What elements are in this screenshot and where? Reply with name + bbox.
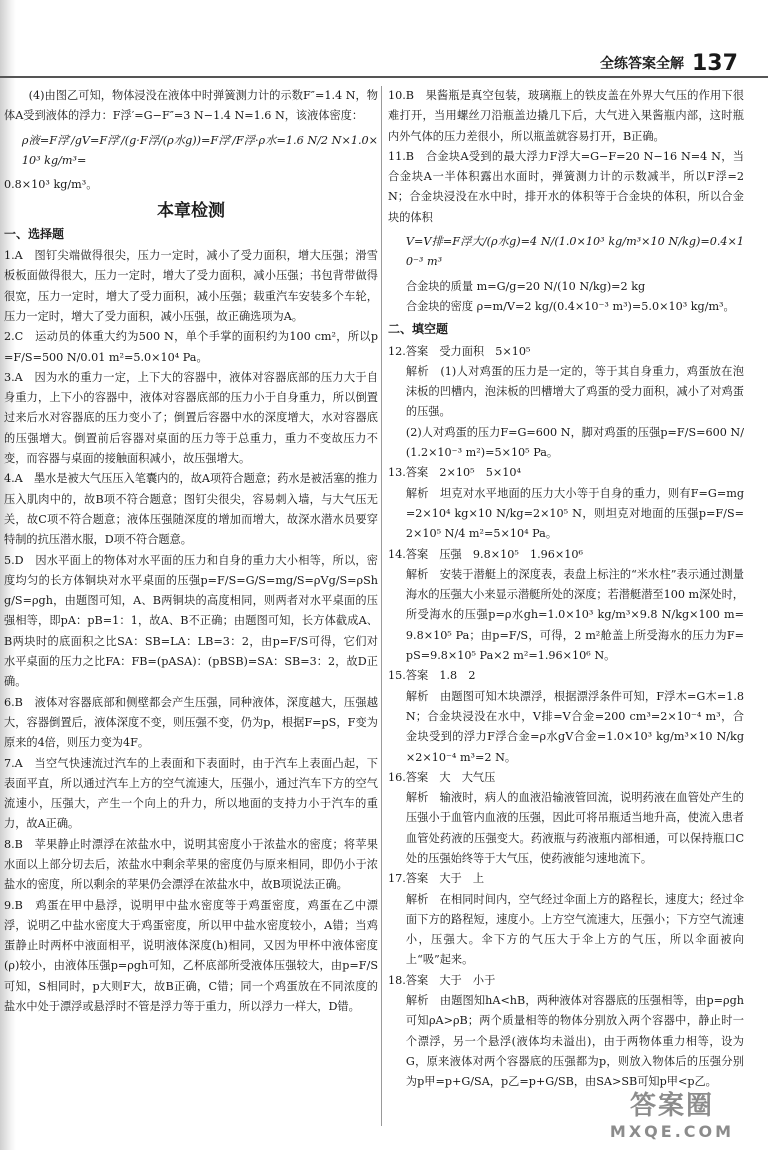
answer-17-key: 17.答案 大于 上 bbox=[388, 872, 485, 886]
answer-9: 9.B 鸡蛋在甲中悬浮，说明甲中盐水密度等于鸡蛋密度，鸡蛋在乙中漂浮，说明乙中盐水密度大于鸡蛋密度，所以甲中盐水密度较小，A错；当鸡蛋静止时两杯中液面相平，说明液体深度(h)相同，又因为甲杯中液体密度(ρ)较小，由液体压强p=ρgh可知，乙杯底部所受液体压强较大，由p=F/S可知，S相同时，p大则F大，故B正确，C错；同一个鸡蛋放在不同浓度的盐水中处于漂浮或悬浮时不管是浮力等于重力，所以浮力一样大，D错。 bbox=[4, 898, 378, 1014]
formula-volume: V=V排=F浮大/(ρ水g)=4 N/(1.0×10³ kg/m³×10 N/kg)=0.4×10⁻³ m³ bbox=[405, 235, 744, 269]
answer-18-explanation: 解析 由题图知hA<hB，两种液体对容器底的压强相等，由p=ρgh可知ρA>ρB；两个质量相等的物体分别放入两个容器中，静止时一个漂浮，另一个悬浮(液体均未溢出)，由于两物体重力相等，设为G，原来液体对两个容器底的压强都为p，则放入物体后的压强分别为p甲=p+G/SA，p乙=p+G/SB，由SA>SB可知p甲<p乙。 bbox=[405, 994, 744, 1089]
answer-10: 10.B 果酱瓶是真空包装，玻璃瓶上的铁皮盖在外界大气压的作用下很难打开，当用螺丝刀沿瓶盖边撬几下后，大气进入果酱瓶内部，这时瓶内外气体的压力差很小，所以瓶盖就容易打开，B正确。 bbox=[388, 89, 744, 143]
formula-density: ρ液=F浮′/gV=F浮′/(g·F浮/(ρ水g))=F浮′/F浮·ρ水=1.6 N/2 N×1.0×10³ kg/m³= bbox=[21, 133, 378, 167]
column-divider bbox=[381, 86, 382, 1126]
answer-16-explanation: 解析 输液时，病人的血液沿输液管回流，说明药液在血管处产生的压强小于血管内血液的压强，因此可将吊瓶适当地升高，使流入患者血管处药液的压强变大。药液瓶与药液瓶内部相通，可以保持瓶口C处的压强始终等于大气压，使药液能匀速地流下。 bbox=[405, 791, 744, 865]
answer-1: 1.A 图钉尖端做得很尖，压力一定时，减小了受力面积，增大压强；滑雪板板面做得很大，压力一定时，增大了受力面积，减小压强；书包背带做得很宽，压力一定时，增大了受力面积，减小压强；载重汽车安装多个车轮，压力一定时，增大了受力面积，减小压强，故正确选项为A。 bbox=[4, 249, 378, 323]
page-number: 137 bbox=[692, 50, 738, 76]
watermark-url: MXQE.COM bbox=[609, 1122, 735, 1141]
answer-17-explanation: 解析 在相同时间内，空气经过伞面上方的路程长，速度大；经过伞面下方的路程短，速度小。上方空气流速大，压强小；下方空气流速小，压强大。伞下方的气压大于伞上方的气压，所以伞面被向上“吸”起来。 bbox=[405, 892, 744, 967]
answer-7: 7.A 当空气快速流过汽车的上表面和下表面时，由于汽车上表面凸起，下表面平直，所以通过汽车上方的空气流速大，压强小，通过汽车下方的空气流速小，压强大，产生一个向上的升力，所以地面的支持力小于汽车的重力，故A正确。 bbox=[4, 756, 378, 831]
answer-14-key: 14.答案 压强 9.8×10⁵ 1.96×10⁶ bbox=[388, 547, 583, 561]
answer-4: 4.A 墨水是被大气压压入笔囊内的，故A项符合题意；药水是被活塞的推力压入肌肉中的，故B项不符合题意；图钉尖很尖，容易刺入墙，与大气压无关，故C项不符合题意；液体压强随深度的增加而增大，故深水潜水员要穿特制的抗压潜水服，D项不符合题意。 bbox=[4, 472, 378, 547]
left-column bbox=[4, 86, 378, 1017]
page-header bbox=[600, 48, 738, 78]
answer-5: 5.D 因水平面上的物体对水平面的压力和自身的重力大小相等，所以，密度均匀的长方体铜块对水平桌面的压强p=F/S=G/S=mg/S=ρVg/S=ρShg/S=ρgh，由题图可知，A、B两铜块的高度相同，则两者对水平桌面的压强相等，即pA：pB=1：1，故A、B不正确；由题图可知，长方体截成A、B两块时的底面积之比SA：SB=LA：LB=3：2，由p=F/S可得，它们对水平桌面的压力之比FA：FB=(pASA)：(pBSB)=SA：SB=3：2，故D正确。 bbox=[4, 553, 378, 689]
answer-11: 11.B 合金块A受到的最大浮力F浮大=G−F=20 N−16 N=4 N，当合金块A一半体积露出水面时，弹簧测力计的示数减半，所以F浮=2 N；合金块浸没在水中时，排开水的体积等于合金块的体积，所以合金块的体积 bbox=[388, 149, 744, 224]
answer-12-key: 12.答案 受力面积 5×10⁵ bbox=[388, 344, 531, 358]
answer-3: 3.A 因为水的重力一定，上下大的容器中，液体对容器底部的压力大于自身重力，上下小的容器中，液体对容器底部的压力小于自身重力，所以倒置过来后水对容器底的压力变小了；倒置后容器中水的深度增大，水对容器底的压强增大。倒置前后容器对桌面的压力等于总重力，重力不变故压力不变，而容器与桌面的接触面积减小，故压强增大。 bbox=[4, 370, 378, 466]
section-heading-fill: 二、填空题 bbox=[388, 322, 449, 337]
header-rule bbox=[0, 76, 768, 78]
section-heading-choice: 一、选择题 bbox=[4, 226, 65, 241]
answer-18-key: 18.答案 大于 小于 bbox=[388, 973, 496, 987]
header-title: 全练答案全解 bbox=[600, 56, 684, 72]
watermark-logo bbox=[588, 1085, 756, 1143]
answer-6: 6.B 液体对容器底部和侧壁都会产生压强，同种液体，深度越大，压强越大，容器倒置后，液体深度不变，则压强不变，仍为p，根据F=pS，F变为原来的4倍，则压力变为4F。 bbox=[4, 695, 378, 750]
chapter-title: 本章检测 bbox=[157, 201, 225, 222]
answer-2: 2.C 运动员的体重大约为500 N，单个手掌的面积约为100 cm²，所以p=F/S=500 N/0.01 m²=5.0×10⁴ Pa。 bbox=[4, 330, 378, 364]
solution-part-4: (4)由图乙可知，物体浸没在液体中时弹簧测力计的示数F″=1.4 N，物体A受到液体的浮力：F浮′=G−F″=3 N−1.4 N=1.6 N，该液体密度： bbox=[4, 89, 378, 123]
answer-13-key: 13.答案 2×10⁵ 5×10⁴ bbox=[388, 466, 521, 480]
answer-12-explanation: 解析 (1)人对鸡蛋的压力是一定的，等于其自身重力，鸡蛋放在泡沫板的凹槽内，泡沫板的凹槽增大了鸡蛋的受力面积，减小了对鸡蛋的压强。 bbox=[405, 364, 744, 419]
answer-8: 8.B 苹果静止时漂浮在浓盐水中，说明其密度小于浓盐水的密度；将苹果水面以上部分切去后，浓盐水中剩余苹果的密度仍与原来相同，即仍小于浓盐水的密度，所以剩余的苹果仍会漂浮在浓盐水中，故B项说法正确。 bbox=[4, 837, 378, 892]
answer-15-explanation: 解析 由题图可知木块漂浮，根据漂浮条件可知，F浮木=G木=1.8 N；合金块浸没在水中，V排=V合金=200 cm³=2×10⁻⁴ m³，合金块受到的浮力F浮合金=ρ水gV合金=1.0×10³ kg/m³×10 N/kg×2×10⁻⁴ m³=2 N。 bbox=[405, 689, 744, 764]
answer-16-key: 16.答案 大 大气压 bbox=[388, 770, 496, 784]
answer-14-explanation: 解析 安装于潜艇上的深度表，表盘上标注的“米水柱”表示通过测量海水的压强大小来显示潜艇所处的深度；若潜艇潜至100 m深处时，所受海水的压强p=ρ水gh=1.0×10³ kg/m³×9.8 N/kg×100 m=9.8×10⁵ Pa；由p=F/S，可得，2 m²舱盖上所受海水的压力为F=pS=9.8×10⁵ Pa×2 m²=1.96×10⁶ N。 bbox=[405, 567, 744, 663]
right-column bbox=[388, 86, 744, 1093]
watermark-text: 答案圈 bbox=[629, 1091, 714, 1121]
formula-alloy-density: 合金块的密度 ρ=m/V=2 kg/(0.4×10⁻³ m³)=5.0×10³ kg/m³。 bbox=[405, 299, 735, 313]
answer-12-part-2: (2)人对鸡蛋的压力F=G=600 N，脚对鸡蛋的压强p=F/S=600 N/(1.2×10⁻³ m²)=5×10⁵ Pa。 bbox=[405, 425, 744, 460]
formula-density-result: 0.8×10³ kg/m³。 bbox=[4, 178, 98, 192]
formula-mass: 合金块的质量 m=G/g=20 N/(10 N/kg)=2 kg bbox=[405, 279, 646, 293]
answer-15-key: 15.答案 1.8 2 bbox=[388, 669, 476, 683]
answer-13-explanation: 解析 坦克对水平地面的压力大小等于自身的重力，则有F=G=mg=2×10⁴ kg×10 N/kg=2×10⁵ N，则坦克对地面的压强p=F/S=2×10⁵ N/4 m²=5×10⁴ Pa。 bbox=[405, 486, 744, 541]
